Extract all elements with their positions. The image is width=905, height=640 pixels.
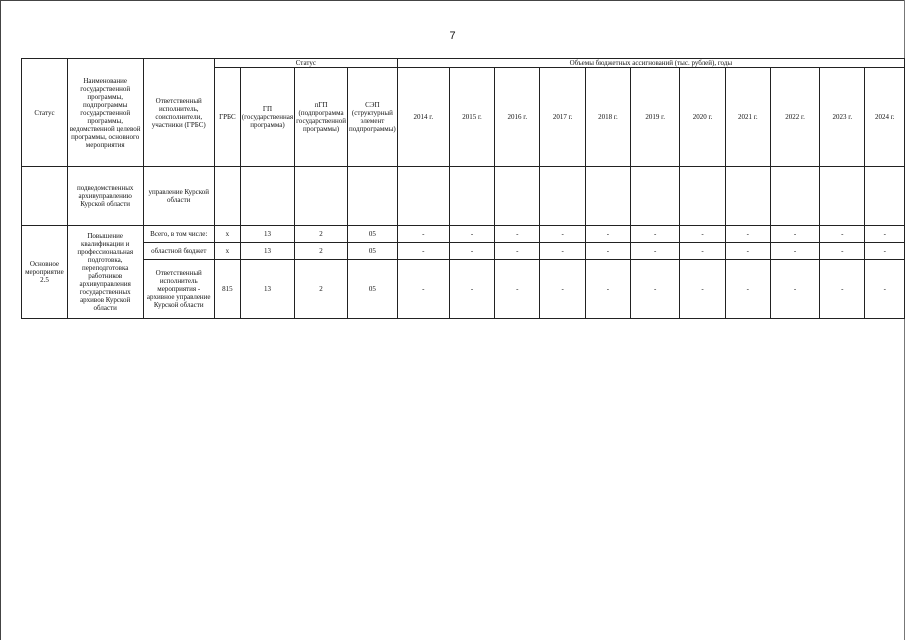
empty-cell <box>865 167 905 226</box>
measure-row-total <box>22 226 905 243</box>
measure-sep: 05 <box>348 260 398 319</box>
budget-value: - <box>449 226 494 243</box>
measure-pgp: 2 <box>295 226 348 243</box>
budget-value: - <box>631 243 680 260</box>
budget-value: - <box>725 243 770 260</box>
budget-value: - <box>770 243 819 260</box>
budget-value: - <box>495 226 540 243</box>
budget-value: - <box>540 243 585 260</box>
empty-cell <box>725 167 770 226</box>
measure-gp: 13 <box>240 260 294 319</box>
empty-cell <box>397 167 449 226</box>
budget-value: - <box>680 226 725 243</box>
empty-cell <box>295 167 348 226</box>
budget-value: - <box>397 226 449 243</box>
header-year: 2021 г. <box>725 68 770 167</box>
budget-value: - <box>820 260 865 319</box>
header-year: 2023 г. <box>820 68 865 167</box>
page-border-left <box>0 0 1 640</box>
measure-pgp: 2 <box>295 243 348 260</box>
header-budget-group: Объемы бюджетных ассигнований (тыс. рублей), годы <box>397 59 904 68</box>
budget-value: - <box>820 243 865 260</box>
budget-value: - <box>397 260 449 319</box>
header-year: 2017 г. <box>540 68 585 167</box>
header-year: 2024 г. <box>865 68 905 167</box>
empty-cell <box>540 167 585 226</box>
page-border-top <box>0 0 905 1</box>
measure-grbs: x <box>214 243 240 260</box>
continuation-row <box>22 167 905 226</box>
budget-value: - <box>585 226 630 243</box>
empty-cell <box>770 167 819 226</box>
measure-sep: 05 <box>348 243 398 260</box>
budget-value: - <box>397 243 449 260</box>
budget-value: - <box>770 260 819 319</box>
header-grbs: ГРБС <box>214 68 240 167</box>
budget-value: - <box>631 260 680 319</box>
empty-cell <box>214 167 240 226</box>
budget-table <box>21 58 905 319</box>
budget-value: - <box>585 260 630 319</box>
continuation-program-name: подведомственных архивуправлению Курской области <box>67 167 143 226</box>
budget-value: - <box>495 243 540 260</box>
budget-value: - <box>865 260 905 319</box>
header-year: 2018 г. <box>585 68 630 167</box>
measure-gp: 13 <box>240 226 294 243</box>
budget-value: - <box>680 260 725 319</box>
empty-cell <box>631 167 680 226</box>
budget-value: - <box>725 260 770 319</box>
measure-gp: 13 <box>240 243 294 260</box>
budget-value: - <box>449 260 494 319</box>
measure-pgp: 2 <box>295 260 348 319</box>
measure-row-regional <box>22 243 905 260</box>
continuation-status <box>22 167 68 226</box>
budget-value: - <box>680 243 725 260</box>
budget-value: - <box>865 226 905 243</box>
header-pgp: пГП (подпрограмма государственной программы) <box>295 68 348 167</box>
measure-row-executor <box>22 260 905 319</box>
empty-cell <box>449 167 494 226</box>
header-gp: ГП (государственная программа) <box>240 68 294 167</box>
empty-cell <box>240 167 294 226</box>
budget-value: - <box>820 226 865 243</box>
header-status-group: Статус <box>214 59 397 68</box>
continuation-executor: управление Курской области <box>143 167 214 226</box>
header-status: Статус <box>22 59 68 167</box>
header-year: 2016 г. <box>495 68 540 167</box>
header-year: 2022 г. <box>770 68 819 167</box>
empty-cell <box>680 167 725 226</box>
budget-value: - <box>770 226 819 243</box>
empty-cell <box>495 167 540 226</box>
header-executor: Ответственный исполнитель, соисполнители, участники (ГРБС) <box>143 59 214 167</box>
empty-cell <box>585 167 630 226</box>
budget-value: - <box>585 243 630 260</box>
measure-grbs: x <box>214 226 240 243</box>
measure-name: Повышение квалификации и профессиональная подготовка, переподготовка работников архивуправления государственных архивов Курской области <box>67 226 143 319</box>
measure-executor: Ответственный исполнитель мероприятия - архивное управление Курской области <box>143 260 214 319</box>
measure-grbs: 815 <box>214 260 240 319</box>
budget-value: - <box>449 243 494 260</box>
empty-cell <box>820 167 865 226</box>
page-number: 7 <box>449 30 456 42</box>
header-sep: СЭП (структурный элемент подпрограммы) <box>348 68 398 167</box>
budget-value: - <box>540 226 585 243</box>
measure-sep: 05 <box>348 226 398 243</box>
measure-status: Основное мероприятие 2.5 <box>22 226 68 319</box>
header-program-name: Наименование государственной программы, подпрограммы государственной программы, ведомственной целевой программы, основного мероприятия <box>67 59 143 167</box>
measure-executor: областной бюджет <box>143 243 214 260</box>
empty-cell <box>348 167 398 226</box>
header-year: 2019 г. <box>631 68 680 167</box>
header-row-1 <box>22 59 905 68</box>
budget-value: - <box>495 260 540 319</box>
budget-value: - <box>865 243 905 260</box>
header-year: 2014 г. <box>397 68 449 167</box>
budget-value: - <box>725 226 770 243</box>
budget-value: - <box>631 226 680 243</box>
header-year: 2020 г. <box>680 68 725 167</box>
measure-executor: Всего, в том числе: <box>143 226 214 243</box>
header-year: 2015 г. <box>449 68 494 167</box>
budget-value: - <box>540 260 585 319</box>
